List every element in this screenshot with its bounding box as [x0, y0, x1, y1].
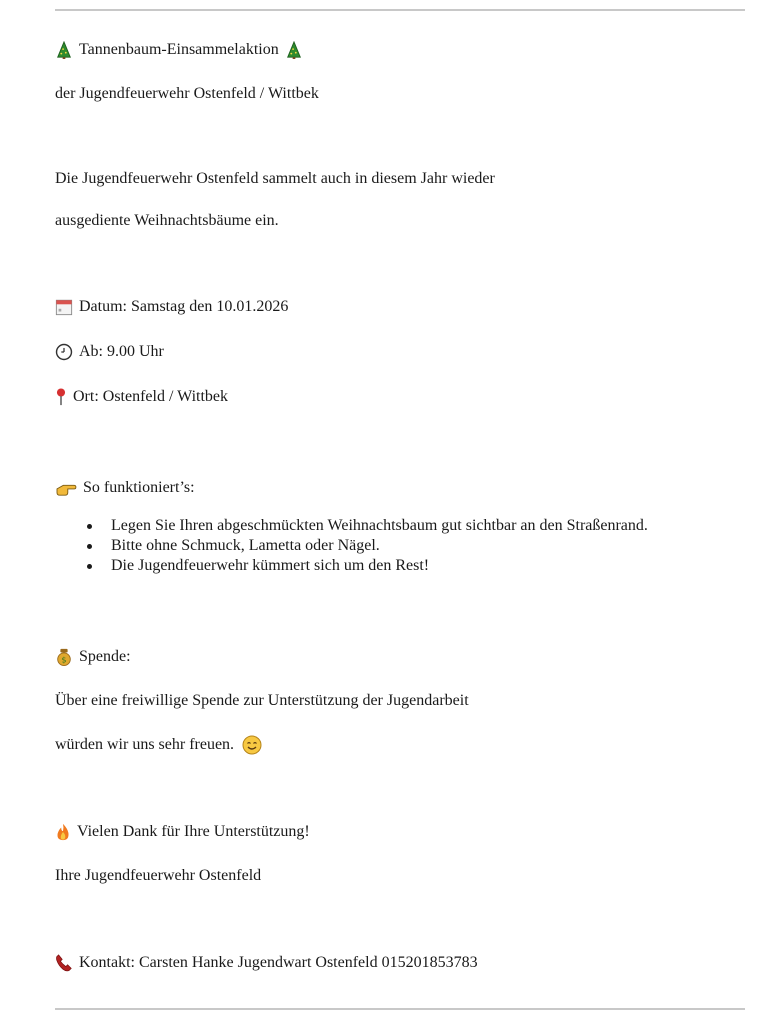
howto-heading — [55, 478, 195, 498]
time-text: Ab: 9.00 Uhr — [79, 343, 164, 360]
smiling-face-icon — [242, 735, 262, 755]
bottom-divider — [55, 1008, 745, 1010]
telephone-icon — [55, 954, 73, 972]
title-text: Tannenbaum-Einsammelaktion — [79, 41, 279, 58]
christmas-tree-icon — [55, 41, 73, 59]
howto-list — [55, 516, 648, 576]
christmas-tree-icon — [285, 41, 303, 59]
calendar-icon — [55, 298, 73, 316]
donation-line-2 — [55, 735, 262, 755]
contact-line — [55, 953, 478, 973]
signature: Ihre Jugendfeuerwehr Ostenfeld — [55, 867, 262, 884]
donation-heading — [55, 647, 131, 667]
svg-text:$: $ — [61, 654, 67, 665]
intro-line-2: ausgediente Weihnachtsbäume ein. — [55, 212, 279, 229]
pointing-hand-icon — [55, 479, 77, 497]
money-bag-icon — [55, 648, 73, 666]
time-line — [55, 342, 164, 362]
subtitle: der Jugendfeuerwehr Ostenfeld / Wittbek — [55, 85, 319, 102]
donation-line-2-text: würden wir uns sehr freuen. — [55, 736, 235, 753]
clock-icon — [55, 343, 73, 361]
date-text: Datum: Samstag den 10.01.2026 — [79, 298, 289, 315]
donation-line-1: Über eine freiwillige Spende zur Unterstützung der Jugendarbeit — [55, 692, 469, 709]
place-line — [55, 387, 228, 407]
place-text: Ort: Ostenfeld / Wittbek — [73, 388, 229, 405]
list-item: Bitte ohne Schmuck, Lametta oder Nägel. — [55, 536, 648, 556]
list-item: Legen Sie Ihren abgeschmückten Weihnachtsbaum gut sichtbar an den Straßenrand. — [55, 516, 648, 536]
top-divider — [55, 9, 745, 11]
donation-heading-text: Spende: — [79, 648, 131, 665]
page-title — [55, 40, 303, 60]
pushpin-icon — [55, 388, 67, 406]
howto-heading-text: So funktioniert’s: — [83, 479, 195, 496]
intro-line-1: Die Jugendfeuerwehr Ostenfeld sammelt auch in diesem Jahr wieder — [55, 170, 495, 187]
list-item: Die Jugendfeuerwehr kümmert sich um den Rest! — [55, 556, 648, 576]
contact-text: Kontakt: Carsten Hanke Jugendwart Ostenfeld 015201853783 — [79, 954, 478, 971]
fire-icon — [55, 823, 71, 841]
thanks-line — [55, 822, 310, 842]
thanks-text: Vielen Dank für Ihre Unterstützung! — [77, 823, 310, 840]
date-line — [55, 297, 288, 317]
